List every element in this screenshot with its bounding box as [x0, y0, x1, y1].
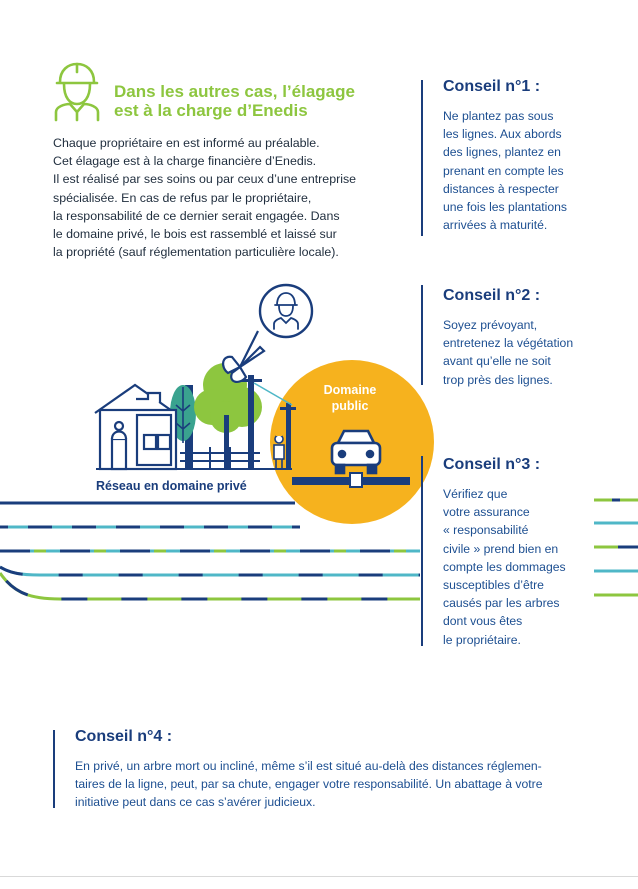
intro-body	[53, 134, 393, 261]
intro-line: Cet élagage est à la charge financière d’Enedis.	[53, 154, 317, 169]
advice-line: les lignes. Aux abords	[443, 127, 562, 142]
label-public-domain	[300, 382, 400, 414]
advice-1-text	[443, 107, 623, 234]
advice-2-text	[443, 316, 633, 389]
label-private-network: Réseau en domaine privé	[96, 479, 247, 493]
page-bottom-divider	[0, 876, 638, 877]
advice-4-bar	[53, 730, 55, 808]
intro-line: la responsabilité de ce dernier serait engagée. Dans	[53, 208, 340, 223]
utility-pole	[240, 375, 296, 469]
advice-line: causés par les arbres	[443, 596, 560, 611]
intro-line: Chaque propriétaire en est informé au préalable.	[53, 136, 320, 150]
advice-line: des lignes, plantez en	[443, 145, 561, 160]
house-icon	[95, 385, 176, 469]
intro-line: spécialisée. En cas de refus par le propriétaire,	[53, 190, 312, 205]
worker-icon	[52, 60, 102, 122]
advice-line: susceptibles d’être	[443, 578, 544, 593]
advice-line: arrivées à maturité.	[443, 218, 548, 233]
advice-3-text	[443, 485, 593, 649]
label-public-line2: public	[331, 399, 369, 413]
advice-line: avant qu’elle ne soit	[443, 354, 551, 369]
advice-line: Vérifiez que	[443, 487, 508, 501]
advice-line: Ne plantez pas sous	[443, 109, 554, 123]
intro-title-line2: est à la charge d’Enedis	[114, 101, 308, 120]
advice-4-text	[75, 757, 605, 812]
advice-line: entretenez la végétation	[443, 336, 574, 351]
advice-3-title: Conseil n°3 :	[443, 456, 541, 473]
advice-4-title: Conseil n°4 :	[75, 728, 173, 745]
advice-line: dont vous êtes	[443, 614, 523, 629]
cable-lines-right	[594, 500, 638, 595]
advice-line: votre assurance	[443, 505, 530, 520]
advice-2-bar	[421, 285, 423, 385]
advice-line: prenant en compte les	[443, 163, 564, 178]
advice-1-bar	[421, 80, 423, 236]
intro-title	[114, 82, 394, 120]
advice-line: taires de la ligne, peut, par sa chute, engager votre responsabilité. Un abattage à votre	[75, 777, 543, 792]
intro-line: la propriété (sauf réglementation particulière locale).	[53, 245, 339, 260]
advice-line: le propriétaire.	[443, 632, 521, 647]
label-public-line1: Domaine	[323, 383, 377, 397]
intro-line: le domaine privé, le bois est rassemblé et laissé sur	[53, 227, 337, 242]
advice-line: compte les dommages	[443, 559, 566, 574]
advice-1-title: Conseil n°1 :	[443, 78, 541, 95]
advice-line: En privé, un arbre mort ou incliné, même s’il est situé au-delà des distances réglemen-	[75, 759, 542, 773]
advice-2-title: Conseil n°2 :	[443, 287, 541, 304]
advice-line: distances à respecter	[443, 181, 559, 196]
advice-3-bar	[421, 456, 423, 646]
intro-line: Il est réalisé par ses soins ou par ceux d’une entreprise	[53, 172, 357, 187]
advice-line: « responsabilité	[443, 523, 529, 538]
advice-line: Soyez prévoyant,	[443, 318, 538, 332]
advice-line: civile » prend bien en	[443, 541, 559, 556]
advice-line: une fois les plantations	[443, 200, 567, 215]
advice-line: initiative peut dans ce cas s’avérer judicieux.	[75, 795, 316, 810]
intro-title-line1: Dans les autres cas, l’élagage	[114, 82, 355, 101]
advice-line: trop près des lignes.	[443, 372, 553, 387]
